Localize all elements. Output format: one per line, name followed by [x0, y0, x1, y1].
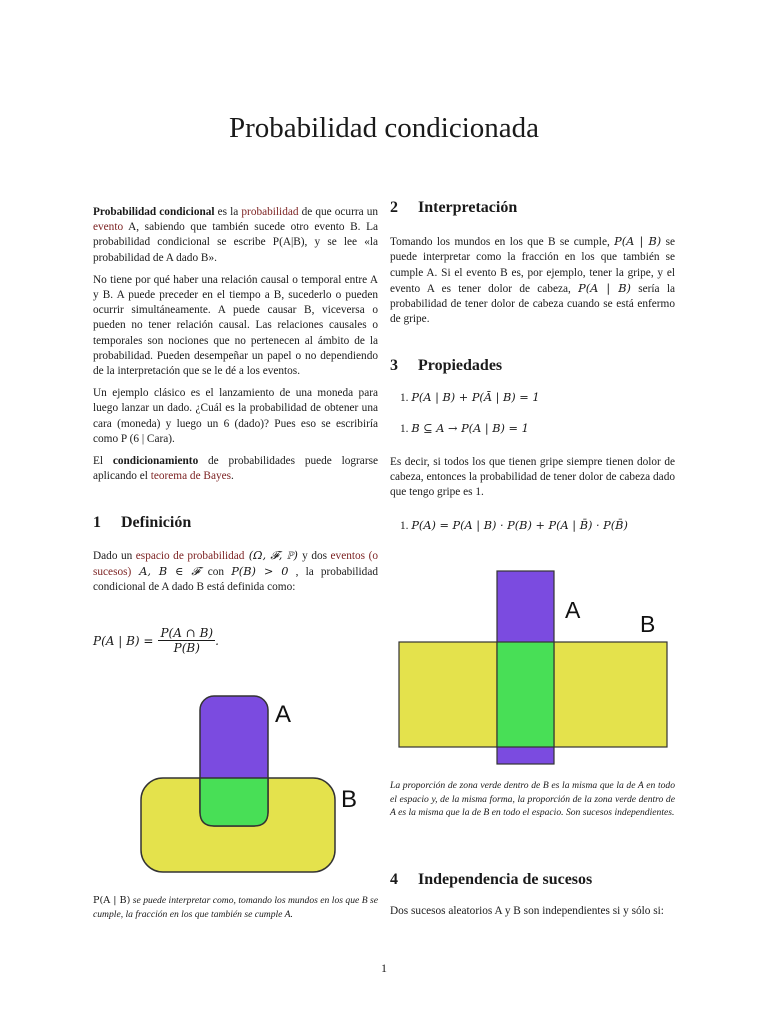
intro-paragraph-4	[93, 454, 378, 484]
formula-denominator: P(B)	[173, 641, 200, 655]
link-espacio-de-probabilidad[interactable]: espacio de probabilidad	[135, 549, 245, 562]
properties-list	[390, 390, 675, 437]
section-number: 4	[390, 871, 398, 888]
properties-list-2	[390, 518, 675, 534]
section-heading-interpretacion	[390, 200, 675, 215]
formula-period: .	[215, 633, 219, 648]
figure-caption-right: La proporción de zona verde dentro de B es la misma que la de A en todo el espacio y, de la misma forma, la proporción de la zona verde dentro de A es la misma que la de B en todo el espacio. Son sucesos independientes.	[390, 780, 675, 818]
intersection-shape	[200, 778, 268, 826]
page-number: 1	[381, 961, 387, 975]
text: de que ocurra un	[298, 206, 379, 218]
interpretation-paragraph	[390, 234, 675, 327]
intro-paragraph-3: Un ejemplo clásico es el lanzamiento de una moneda para luego lanzar un dado. ¿Cuál es la probabilidad de obtener una cara (moneda) y luego un 6 (dado)? Pues eso se escribiría como P (6 | Cara).	[93, 387, 378, 445]
bold-term: Probabilidad condicional	[93, 206, 215, 218]
label-b: B	[341, 786, 358, 813]
label-a: A	[565, 597, 581, 623]
right-column	[390, 200, 675, 534]
list-number: 1.	[400, 422, 409, 435]
property-item	[390, 390, 675, 406]
text: se puede interpretar como la fracción en los que también se cumple A. Si el evento B es, por ejemplo, tener la gripe, y el evento A es tener dolor de cabeza,	[390, 236, 675, 295]
section-heading-definicion	[93, 515, 378, 530]
section-number: 1	[93, 514, 101, 532]
property-formula: P(A) = P(A | B) · P(B) + P(A | B̄) · P(B̄)	[411, 518, 628, 532]
properties-paragraph: Es decir, si todos los que tienen gripe siempre tienen dolor de cabeza, entonces la probabilidad de tener dolor de cabeza dado que tengo gripe es 1.	[390, 456, 675, 499]
text: .	[231, 470, 234, 483]
text: El	[93, 455, 113, 468]
text: con	[207, 565, 232, 578]
section-heading-propiedades	[390, 358, 675, 373]
figure-caption-left	[93, 894, 378, 921]
independence-figure	[398, 568, 688, 768]
math: P(A | B)	[578, 281, 631, 295]
independence-paragraph: Dos sucesos aleatorios A y B son independientes si y sólo si:	[390, 905, 664, 918]
intro-paragraph-2: No tiene por qué haber una relación causal o temporal entre A y B. A puede preceder en el tiempo a B, sucederlo o pueden ocurrir simultáneamente. A puede causar B, viceversa o pueden no tener relación causal. Las relaciones causales o temporales son nociones que no pertenecen al ámbito de la probabilidad. Pueden desempeñar un papel o no dependiendo de la interpretación que se le dé a los eventos.	[93, 273, 378, 378]
section-title: Independencia de sucesos	[418, 871, 593, 888]
page-title: Probabilidad condicionada	[228, 112, 540, 144]
property-item	[390, 421, 675, 437]
section-number: 3	[390, 357, 398, 375]
property-formula: P(A | B) + P(Ā | B) = 1	[411, 390, 540, 404]
text: sería la probabilidad de tener dolor de cabeza cuando se está enfermo de gripe.	[390, 282, 675, 326]
caption-math: P(A | B)	[93, 895, 131, 906]
link-eventos[interactable]: eventos (o sucesos)	[93, 549, 378, 578]
math: A, B ∈ 𝓕	[131, 564, 208, 578]
link-evento[interactable]: evento	[93, 221, 124, 234]
section-number: 2	[390, 199, 398, 216]
list-number: 1.	[400, 391, 409, 404]
math: P(A | B)	[614, 235, 662, 249]
section-title: Interpretación	[418, 199, 518, 216]
definition-paragraph	[93, 548, 378, 596]
link-teorema-de-bayes[interactable]: teorema de Bayes	[150, 470, 232, 483]
bold-term: condicionamiento	[112, 455, 199, 468]
section-title: Propiedades	[418, 357, 503, 375]
formula-fraction	[158, 626, 215, 655]
section-4	[390, 872, 675, 926]
text: de probabilidades puede lograrse aplicando el	[93, 455, 378, 483]
math: P(B) > 0	[231, 564, 289, 578]
property-item	[390, 518, 675, 534]
section-title: Definición	[121, 514, 192, 532]
intro-paragraph-1	[93, 205, 378, 266]
link-probabilidad[interactable]: probabilidad	[241, 206, 299, 218]
left-column	[93, 205, 378, 602]
text: , la probabilidad condicional de A dado B está definida como:	[93, 565, 378, 594]
text: A, sabiendo que también sucede otro evento B. La probabilidad condicional se escribe P(A|B), y se lee «la probabilidad de A dado B».	[93, 221, 378, 264]
label-b: B	[640, 611, 656, 637]
math: (Ω, 𝓕, ℙ)	[244, 548, 303, 562]
formula-numerator: P(A ∩ B)	[160, 626, 214, 640]
intersection-shape	[497, 642, 554, 747]
text: Tomando los mundos en los que B se cumple,	[390, 236, 615, 249]
label-a: A	[275, 701, 292, 728]
text: es la	[214, 206, 242, 218]
conditional-probability-figure	[138, 690, 368, 880]
definition-formula	[93, 626, 219, 655]
text: y dos	[302, 549, 331, 562]
list-number: 1.	[400, 519, 409, 532]
caption-text: se puede interpretar como, tomando los mundos en los que B se cumple, la fracción en los que también se cumple A.	[93, 895, 378, 920]
formula-lhs: P(A | B) =	[93, 633, 154, 648]
property-formula: B ⊆ A → P(A | B) = 1	[411, 421, 529, 435]
text: Dado un	[93, 549, 136, 562]
section-heading-independencia	[390, 872, 675, 887]
